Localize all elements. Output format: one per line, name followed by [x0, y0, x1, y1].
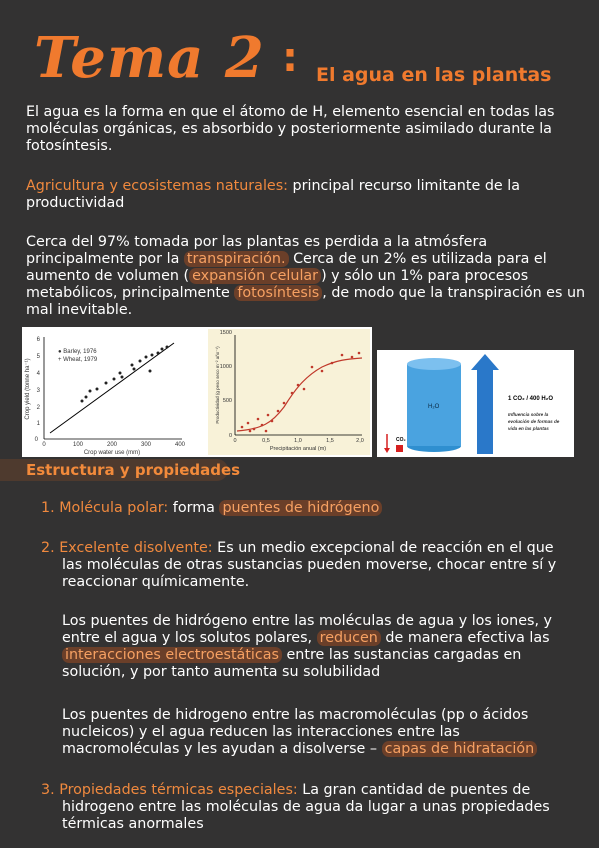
ratio-label: 1 CO₂ / 400 H₂O	[508, 396, 554, 402]
fig2-ytick-0: 0	[228, 433, 232, 439]
fig1-ytick-3: 3	[36, 388, 40, 394]
fig1-ytick-5: 5	[36, 354, 40, 360]
subtitle: El agua en las plantas	[316, 64, 552, 86]
p2-line-4: solución, y por tanto aumenta su solubilidad	[62, 664, 381, 680]
fig2-xtick-4: 2,0	[356, 438, 364, 444]
p3-text: macromoléculas y les ayudan a disolverse –	[62, 741, 382, 757]
transp-text: Cerca de un 2% es utilizada para el	[288, 251, 547, 267]
fig1-xtick-2: 200	[106, 442, 118, 448]
item-3-line-3: térmicas anormales	[62, 816, 204, 832]
highlight-fotosintesis: fotosíntesis	[234, 285, 322, 301]
fig2-ytick-3: 1500	[219, 330, 232, 336]
highlight-reducen: reducen	[317, 630, 381, 646]
transpiration-paragraph	[26, 234, 585, 319]
item-2-text: Es un medio excepcional de reacción en el que	[212, 540, 554, 556]
fig2-ylabel: Productividad (g peso seco m⁻² año⁻¹)	[215, 346, 220, 424]
transp-text: metabólicos, principalmente	[26, 285, 235, 301]
item-3	[41, 782, 550, 833]
figure-water-co2	[377, 350, 574, 457]
item-1	[41, 500, 382, 517]
fig2-xlabel: Precipitación anual (m)	[269, 446, 327, 452]
agriculture-label: Agricultura y ecosistemas naturales:	[26, 178, 288, 194]
p2-text: entre las sustancias cargadas en	[281, 647, 522, 663]
highlight-expansion: expansión celular	[189, 268, 321, 284]
figure-productivity	[208, 329, 370, 455]
fig1-ytick-0: 0	[34, 437, 38, 443]
item-2	[41, 540, 556, 591]
highlight-transpiracion: transpiración.	[184, 251, 289, 267]
fig2-xtick-1: 0,5	[262, 438, 270, 444]
fig1-xtick-1: 100	[72, 442, 84, 448]
item-3-line-2: hidrogeno entre las moléculas de agua da lugar a unas propiedades	[62, 799, 550, 815]
note-line-2: evolución de formas de	[508, 419, 560, 424]
title-tema: Tema 2	[34, 25, 265, 91]
p2-text: entre el agua y los solutos polares,	[62, 630, 317, 646]
fig1-xtick-3: 300	[140, 442, 152, 448]
fig1-ytick-6: 6	[36, 337, 40, 343]
agriculture-text: principal recurso limitante de la	[287, 178, 520, 194]
title-colon: :	[282, 35, 298, 81]
item-3-number: 3.	[41, 782, 55, 798]
intro-line-2: moléculas orgánicas, es absorbido y posteriormente asimilado durante la	[26, 121, 552, 137]
fig1-xtick-4: 400	[174, 442, 186, 448]
item-2-label: Excelente disolvente:	[59, 540, 213, 556]
co2-square-icon	[396, 445, 403, 452]
item-1-number: 1.	[41, 500, 55, 516]
intro-line-1: El agua es la forma en que el átomo de H, elemento esencial en todas las	[26, 104, 555, 120]
item-2-line-3: reaccionar químicamente.	[62, 574, 250, 590]
item-3-text: La gran cantidad de puentes de	[297, 782, 531, 798]
p3-line-2: nucleicos) y el agua reducen las interacciones entre las	[62, 724, 460, 740]
highlight-puentes: puentes de hidrógeno	[219, 500, 382, 516]
transp-text: aumento de volumen (	[26, 268, 190, 284]
fig1-ylabel: Crop yield (tonne ha⁻¹)	[25, 358, 31, 420]
intro-paragraph	[26, 104, 554, 155]
item-3-label: Propiedades térmicas especiales:	[59, 782, 298, 798]
fig2-ytick-1: 500	[222, 398, 232, 404]
transp-line-5: mal inevitable.	[26, 302, 133, 318]
transp-text: principalmente por la	[26, 251, 184, 267]
h2o-label: H₂O	[428, 404, 440, 410]
highlight-interacciones: interacciones electroestáticas	[62, 647, 282, 663]
fig1-legend-2: + Wheat, 1979	[58, 357, 98, 363]
item-2-line-2: las moléculas de otras sustancias pueden moverse, chocar entre sí y	[62, 557, 557, 573]
fig1-xlabel: Crop water use (mm)	[83, 450, 141, 456]
fig1-ytick-4: 4	[36, 371, 40, 377]
section-title: Estructura y propiedades	[26, 461, 241, 479]
item-2-paragraph-2	[62, 613, 552, 681]
arrow-down-icon	[384, 448, 390, 453]
fig2-xtick-0: 0	[233, 438, 237, 444]
transp-text: ) y sólo un 1% para procesos	[321, 268, 529, 284]
transp-line-1: Cerca del 97% tomada por las plantas es perdida a la atmósfera	[26, 234, 488, 250]
item-1-text: forma	[168, 500, 220, 516]
co2-label: CO₂	[396, 437, 406, 443]
note-line-1: Influencia sobre la	[508, 412, 549, 417]
transp-text: , de modo que la transpiración es un	[322, 285, 586, 301]
figure-crop-yield	[22, 327, 372, 457]
intro-line-3: fotosíntesis.	[26, 138, 113, 154]
p2-line-1: Los puentes de hidrógeno entre las moléculas de agua y los iones, y	[62, 613, 552, 629]
arrow-up-icon	[471, 354, 499, 454]
fig1-ytick-1: 1	[36, 421, 40, 427]
fig2-xtick-3: 1,5	[326, 438, 334, 444]
highlight-capas: capas de hidratación	[382, 741, 538, 757]
fig1-legend-1: ● Barley, 1976	[58, 349, 97, 355]
fig1-xtick-0: 0	[42, 442, 46, 448]
fig1-ytick-2: 2	[36, 405, 40, 411]
item-2-paragraph-3	[62, 707, 537, 758]
p2-text: de manera efectiva las	[380, 630, 550, 646]
note-line-3: vida en las plantas	[508, 426, 549, 431]
agriculture-text-2: productividad	[26, 195, 125, 211]
p3-line-1: Los puentes de hidrogeno entre las macromoléculas (pp o ácidos	[62, 707, 529, 723]
item-2-number: 2.	[41, 540, 55, 556]
item-1-label: Molécula polar:	[59, 500, 169, 516]
fig2-xtick-2: 1,0	[294, 438, 302, 444]
fig2-ytick-2: 1000	[219, 364, 232, 370]
agriculture-paragraph	[26, 178, 520, 212]
